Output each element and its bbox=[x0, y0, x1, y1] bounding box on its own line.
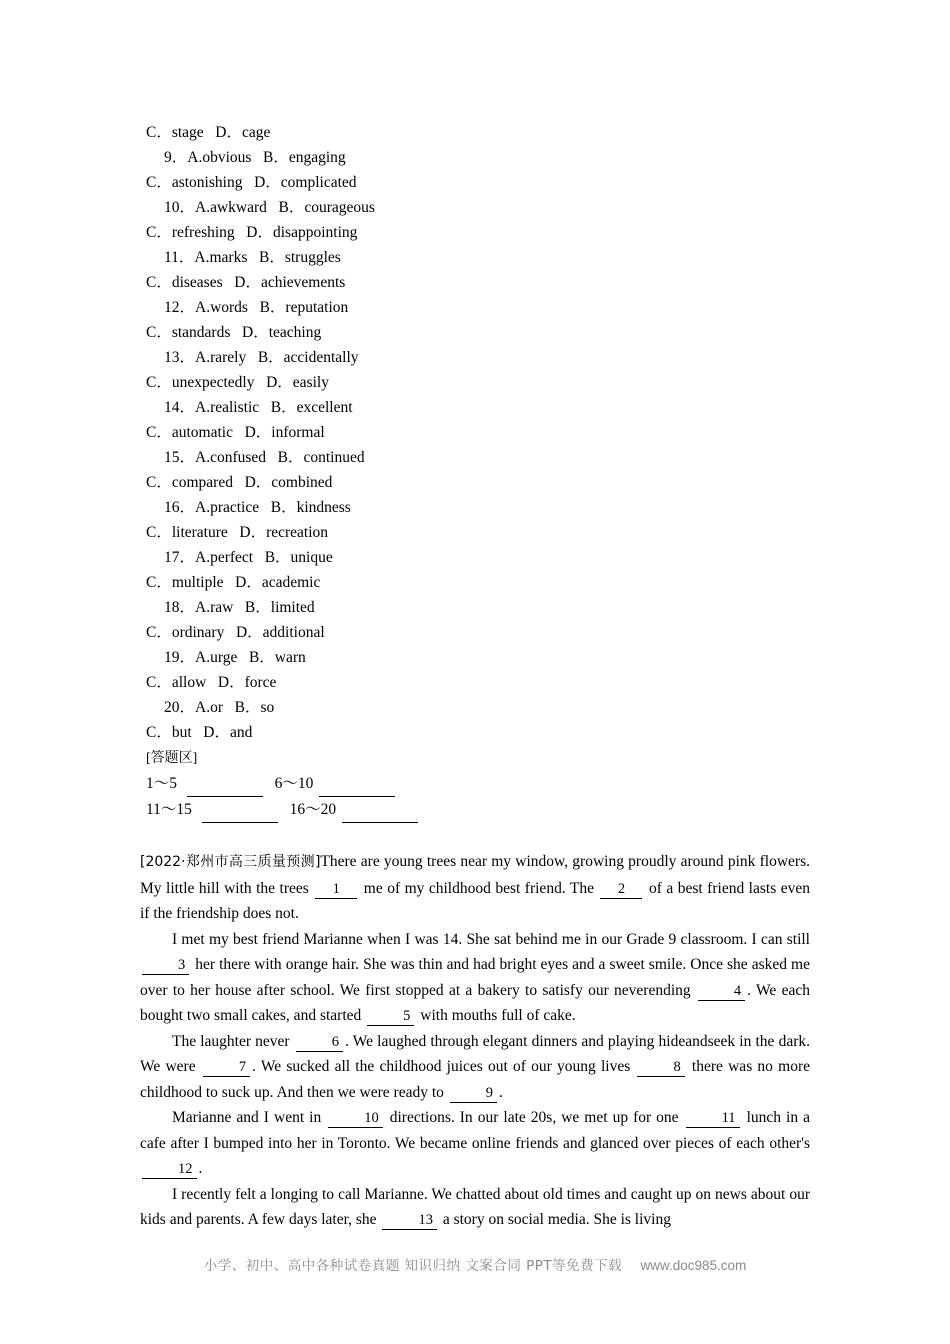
cloze-blank[interactable]: 9 bbox=[450, 1084, 497, 1103]
cloze-blank[interactable]: 8 bbox=[637, 1058, 684, 1077]
passage-text: The laughter never bbox=[172, 1032, 294, 1050]
answer-blank[interactable] bbox=[319, 771, 395, 797]
answer-blank[interactable] bbox=[187, 771, 263, 797]
passage-text: there was no more childhood to suck up. And then we were ready to bbox=[140, 1058, 810, 1101]
passage-paragraph bbox=[140, 1029, 810, 1106]
answer-blank[interactable] bbox=[202, 797, 278, 823]
passage-text: her there with orange hair. She was thin and had bright eyes and a sweet smile. Once she asked me over to her house after school. We first stopped at a bakery to satisfy our neverending bbox=[140, 956, 810, 999]
passage-text: I recently felt a longing to call Marianne. We chatted about old times and caught up on news about our kids and parents. A few days later, she bbox=[140, 1185, 810, 1228]
option-line: 12．A.words B．reputation bbox=[164, 299, 349, 316]
option-line: 9．A.obvious B．engaging bbox=[164, 149, 346, 166]
option-line: C．astonishing D．complicated bbox=[146, 174, 357, 191]
option-line: 18．A.raw B．limited bbox=[164, 599, 315, 616]
option-line: C．refreshing D．disappointing bbox=[146, 224, 358, 241]
option-line: 15．A.confused B．continued bbox=[164, 449, 365, 466]
passage-text: of a best friend lasts even if the friendship does not. bbox=[140, 879, 810, 922]
option-line: C．literature D．recreation bbox=[146, 524, 329, 541]
option-line: C．stage D．cage bbox=[146, 124, 271, 141]
passage-text: . We laughed through elegant dinners and playing hideandseek in the dark. We were bbox=[140, 1032, 810, 1075]
passage-text: Marianne and I went in bbox=[172, 1109, 327, 1126]
option-line: C．ordinary D．additional bbox=[146, 624, 325, 641]
passage-text: There are young trees near my window, growing proudly around pink flowers. My little hill with the trees bbox=[140, 853, 810, 897]
cloze-blank[interactable]: 6 bbox=[296, 1033, 343, 1052]
passage-paragraph bbox=[140, 927, 810, 1029]
cloze-blank[interactable]: 1 bbox=[315, 880, 357, 899]
passage-text: with mouths full of cake. bbox=[416, 1007, 576, 1024]
answer-row bbox=[140, 797, 810, 823]
option-line: 14．A.realistic B．excellent bbox=[164, 399, 353, 416]
passage-text: me of my childhood best friend. The bbox=[359, 879, 599, 897]
cloze-blank[interactable]: 7 bbox=[203, 1058, 250, 1077]
cloze-blank[interactable]: 13 bbox=[382, 1211, 437, 1230]
cloze-passage bbox=[140, 849, 810, 1233]
option-line: 11．A.marks B．struggles bbox=[164, 249, 341, 266]
passage-paragraph bbox=[140, 1182, 810, 1233]
passage-text: . We each bought two small cakes, and started bbox=[140, 981, 810, 1024]
answer-row bbox=[140, 771, 810, 797]
cloze-blank[interactable]: 12 bbox=[142, 1160, 197, 1179]
option-line: C．standards D．teaching bbox=[146, 324, 322, 341]
answer-range-label: 1～5 bbox=[146, 775, 178, 792]
cloze-blank[interactable]: 3 bbox=[142, 956, 189, 975]
passage-text: I met my best friend Marianne when I was 14. She sat behind me in our Grade 9 classroom. I can still bbox=[172, 930, 810, 948]
passage-text: . We sucked all the childhood juices out of our young lives bbox=[252, 1058, 636, 1075]
option-line: C．diseases D．achievements bbox=[146, 274, 346, 291]
passage-text: directions. In our late 20s, we met up for one bbox=[384, 1109, 684, 1126]
passage-source: [2022·郑州市高三质量预测] bbox=[140, 854, 321, 870]
cloze-blank[interactable]: 4 bbox=[698, 982, 745, 1001]
passage-text: lunch in a cafe after I bumped into her in Toronto. We became online friends and glanced over pieces of each other's bbox=[140, 1109, 810, 1152]
passage-text: . bbox=[198, 1160, 203, 1177]
option-line: C．allow D．force bbox=[146, 674, 277, 691]
answer-range-label: 16～20 bbox=[289, 801, 337, 818]
answer-range-label: 6～10 bbox=[274, 775, 314, 792]
option-line: C．but D．and bbox=[146, 724, 253, 741]
passage-paragraph bbox=[140, 849, 810, 927]
option-line: C．multiple D．academic bbox=[146, 574, 321, 591]
option-line: C．automatic D．informal bbox=[146, 424, 325, 441]
answer-range-label: 11～15 bbox=[146, 801, 192, 818]
option-line: 13．A.rarely B．accidentally bbox=[164, 349, 359, 366]
option-line: 10．A.awkward B．courageous bbox=[164, 199, 375, 216]
option-line: 19．A.urge B．warn bbox=[164, 649, 306, 666]
option-line: 17．A.perfect B．unique bbox=[164, 549, 333, 566]
option-list bbox=[140, 120, 810, 745]
option-line: C．compared D．combined bbox=[146, 474, 333, 491]
footer-promo-text: 小学、初中、高中各种试卷真题 知识归纳 文案合同 PPT等免费下载 bbox=[203, 1258, 623, 1274]
answer-blank[interactable] bbox=[342, 797, 418, 823]
passage-text: . bbox=[499, 1083, 503, 1101]
cloze-blank[interactable]: 11 bbox=[686, 1109, 740, 1128]
option-line: C．unexpectedly D．easily bbox=[146, 374, 329, 391]
answer-area-rows bbox=[140, 771, 810, 823]
footer-site-url: www.doc985.com bbox=[640, 1258, 747, 1273]
cloze-blank[interactable]: 5 bbox=[367, 1007, 414, 1026]
passage-text: a story on social media. She is living bbox=[438, 1211, 671, 1228]
passage-paragraph bbox=[140, 1105, 810, 1182]
cloze-blank[interactable]: 2 bbox=[600, 880, 642, 899]
option-line: 20．A.or B．so bbox=[164, 699, 275, 716]
page-footer bbox=[0, 1254, 950, 1274]
cloze-blank[interactable]: 10 bbox=[328, 1109, 383, 1128]
answer-area-heading: [答题区] bbox=[146, 751, 198, 766]
option-line: 16．A.practice B．kindness bbox=[164, 499, 351, 516]
